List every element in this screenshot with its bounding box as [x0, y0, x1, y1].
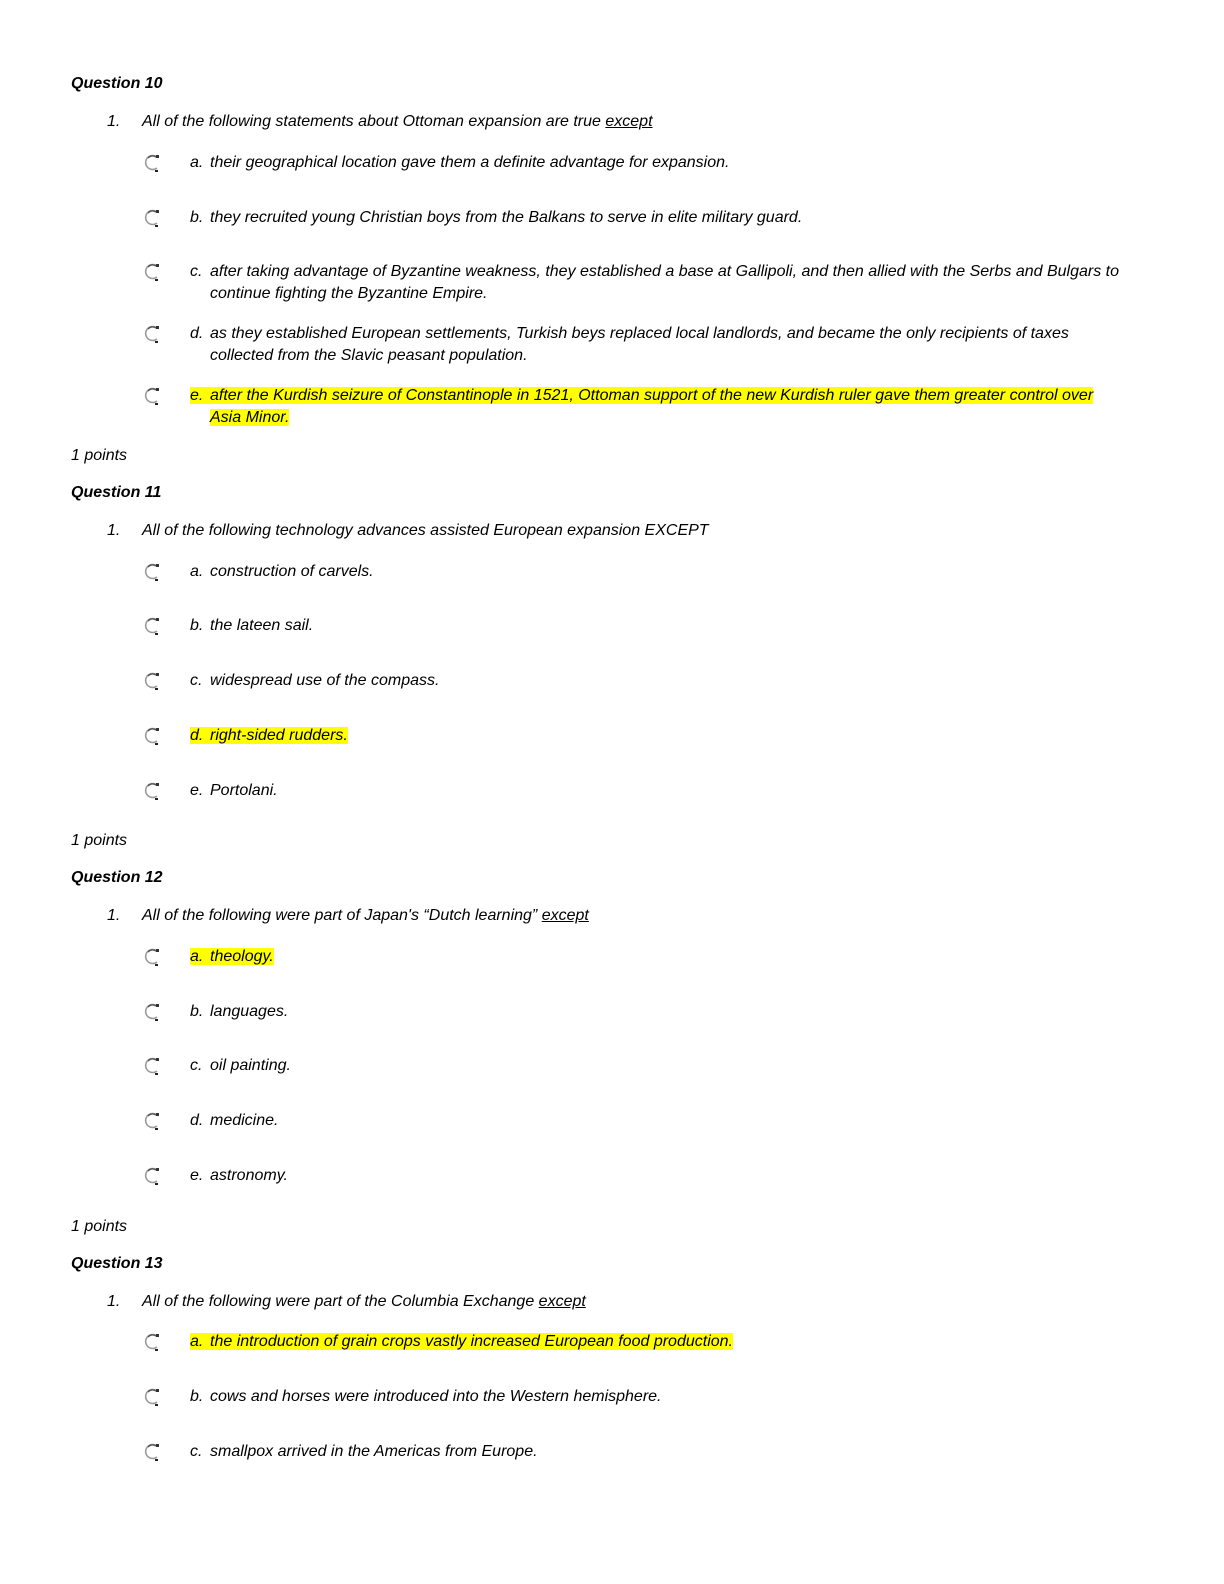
- option-line-1: the lateen sail.: [210, 617, 314, 634]
- answer-option-text: [190, 615, 1138, 637]
- option-line-1: theology.: [210, 948, 274, 965]
- answer-option-text: [190, 207, 1138, 229]
- question-title: Question 12: [71, 869, 163, 886]
- radio-button-icon[interactable]: [144, 1387, 162, 1407]
- option-line-1: smallpox arrived in the Americas from Europe.: [210, 1443, 538, 1460]
- option-line-1: their geographical location gave them a definite advantage for expansion.: [210, 154, 730, 171]
- option-line-1: cows and horses were introduced into the Western hemisphere.: [210, 1388, 662, 1405]
- answer-option-text: [190, 780, 1138, 802]
- answer-option-text: [190, 725, 1138, 747]
- option-line-1: the introduction of grain crops vastly increased European food production.: [210, 1333, 733, 1350]
- option-line-2: Asia Minor.: [210, 409, 290, 426]
- radio-button-icon[interactable]: [144, 262, 162, 282]
- question-stem: [107, 113, 653, 131]
- option-letter: b.: [190, 1388, 204, 1405]
- option-line-1: construction of carvels.: [210, 563, 374, 580]
- radio-button-icon[interactable]: [144, 1332, 162, 1352]
- answer-option-text: [190, 261, 1138, 305]
- answer-option-text: [190, 152, 1138, 174]
- radio-button-icon[interactable]: [144, 208, 162, 228]
- answer-option-text: [190, 670, 1138, 692]
- question-stem-text: All of the following were part of the Columbia Exchange: [142, 1293, 539, 1310]
- option-line-1: Portolani.: [210, 782, 278, 799]
- question-stem-text: All of the following technology advances assisted European expansion EXCEPT: [142, 522, 709, 539]
- option-line-1: widespread use of the compass.: [210, 672, 440, 689]
- answer-option-text: [190, 1055, 1138, 1077]
- question-number: 1.: [107, 907, 121, 924]
- answer-option-text: [190, 1331, 1138, 1353]
- option-line-1: they recruited young Christian boys from the Balkans to serve in elite military guard.: [210, 209, 803, 226]
- answer-option-text: [190, 323, 1138, 367]
- option-line-1: right-sided rudders.: [210, 727, 348, 744]
- question-stem: [107, 1293, 586, 1311]
- option-letter: b.: [190, 209, 204, 226]
- answer-option-text: [190, 561, 1138, 583]
- option-line-1: after taking advantage of Byzantine weakness, they established a base at Gallipoli, and then allied with the Serbs and Bulgars to: [210, 263, 1120, 280]
- question-points: 1 points: [71, 1218, 128, 1235]
- answer-option-text: [190, 385, 1138, 429]
- answer-option-text: [190, 1441, 1138, 1463]
- radio-button-icon[interactable]: [144, 386, 162, 406]
- option-letter: c.: [190, 263, 203, 280]
- question-stem: [107, 907, 589, 925]
- answer-option-text: [190, 946, 1138, 968]
- option-line-1: as they established European settlements, Turkish beys replaced local landlords, and became the only recipients of taxes: [210, 325, 1069, 342]
- option-line-2: collected from the Slavic peasant population.: [210, 347, 528, 364]
- radio-button-icon[interactable]: [144, 616, 162, 636]
- option-letter: d.: [190, 325, 204, 342]
- question-stem-emphasis: except: [541, 907, 589, 924]
- question-title: Question 11: [71, 484, 162, 501]
- radio-button-icon[interactable]: [144, 1166, 162, 1186]
- question-stem-text: All of the following were part of Japan's “Dutch learning”: [142, 907, 542, 924]
- answer-option-text: [190, 1110, 1138, 1132]
- question-stem-text: All of the following statements about Ottoman expansion are true: [142, 113, 606, 130]
- question-title: Question 10: [71, 75, 163, 92]
- option-letter: c.: [190, 672, 203, 689]
- option-line-1: languages.: [210, 1003, 289, 1020]
- question-stem: [107, 522, 709, 540]
- radio-button-icon[interactable]: [144, 1442, 162, 1462]
- radio-button-icon[interactable]: [144, 153, 162, 173]
- option-line-1: astronomy.: [210, 1167, 288, 1184]
- option-letter: b.: [190, 617, 204, 634]
- option-letter: e.: [190, 387, 204, 404]
- option-line-2: continue fighting the Byzantine Empire.: [210, 285, 488, 302]
- option-letter: a.: [190, 563, 204, 580]
- option-letter: d.: [190, 727, 204, 744]
- question-stem-emphasis: except: [538, 1293, 586, 1310]
- radio-button-icon[interactable]: [144, 562, 162, 582]
- question-number: 1.: [107, 1293, 121, 1310]
- radio-button-icon[interactable]: [144, 781, 162, 801]
- option-letter: c.: [190, 1443, 203, 1460]
- option-letter: e.: [190, 1167, 204, 1184]
- radio-button-icon[interactable]: [144, 1056, 162, 1076]
- option-letter: a.: [190, 154, 204, 171]
- option-letter: d.: [190, 1112, 204, 1129]
- option-line-1: oil painting.: [210, 1057, 291, 1074]
- option-letter: e.: [190, 782, 204, 799]
- option-letter: c.: [190, 1057, 203, 1074]
- option-letter: a.: [190, 1333, 204, 1350]
- radio-button-icon[interactable]: [144, 671, 162, 691]
- radio-button-icon[interactable]: [144, 726, 162, 746]
- answer-option-text: [190, 1165, 1138, 1187]
- radio-button-icon[interactable]: [144, 1002, 162, 1022]
- option-letter: a.: [190, 948, 204, 965]
- answer-option-text: [190, 1001, 1138, 1023]
- radio-button-icon[interactable]: [144, 324, 162, 344]
- question-number: 1.: [107, 522, 121, 539]
- question-points: 1 points: [71, 447, 128, 464]
- option-line-1: after the Kurdish seizure of Constantinople in 1521, Ottoman support of the new Kurdish ruler gave them greater control over: [210, 387, 1094, 404]
- question-stem-emphasis: except: [605, 113, 653, 130]
- answer-option-text: [190, 1386, 1138, 1408]
- question-points: 1 points: [71, 832, 128, 849]
- radio-button-icon[interactable]: [144, 1111, 162, 1131]
- question-title: Question 13: [71, 1255, 163, 1272]
- option-line-1: medicine.: [210, 1112, 279, 1129]
- question-number: 1.: [107, 113, 121, 130]
- option-letter: b.: [190, 1003, 204, 1020]
- radio-button-icon[interactable]: [144, 947, 162, 967]
